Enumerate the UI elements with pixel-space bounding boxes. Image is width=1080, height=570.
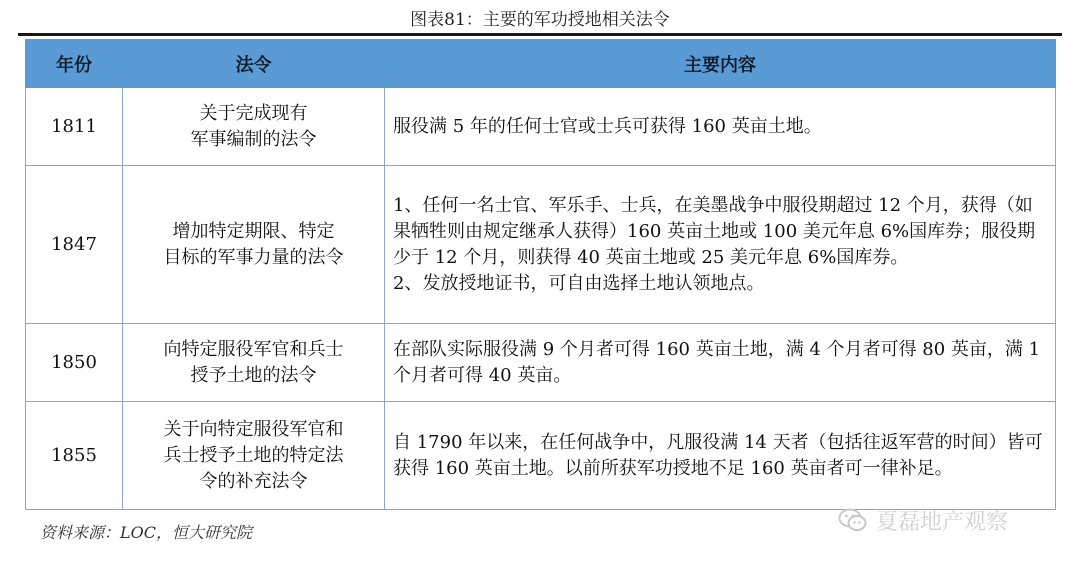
laws-table [25,39,1056,510]
table-row [26,324,1056,402]
law-line: 军事编制的法令 [190,128,317,150]
row-law [123,402,385,510]
law-line: 兵士授予土地的特定法 [163,444,344,466]
content-paragraph: 在部队实际服役满 9 个月者可得 160 英亩土地，满 4 个月者可得 80 英亩，满 1 个月者可得 40 英亩。 [393,338,1041,386]
row-year: 1847 [26,166,123,324]
header-law: 法令 [123,40,385,88]
law-line: 向特定服役军官和兵士 [163,338,344,360]
row-law [123,166,385,324]
row-year: 1855 [26,402,123,510]
law-line: 关于完成现有 [199,102,308,124]
table-row [26,402,1056,510]
watermark [838,505,1008,535]
row-year: 1811 [26,88,123,166]
content-paragraph: 2、发放授地证书，可自由选择土地认领地点。 [393,272,765,294]
table-header-row [26,40,1056,88]
header-content: 主要内容 [385,40,1056,88]
table-row [26,88,1056,166]
content-paragraph: 自 1790 年以来，在任何战争中，凡服役满 14 天者（包括往返军营的时间）皆可获得 160 英亩土地。以前所获军功授地不足 160 英亩者可一律补足。 [393,431,1043,479]
table-caption: 图表81：主要的军功授地相关法令 [410,10,670,30]
header-year: 年份 [26,40,123,88]
top-rule [18,33,1062,36]
row-content [385,324,1056,402]
source-note: 资料来源：LOC，恒大研究院 [40,523,252,542]
row-year: 1850 [26,324,123,402]
row-content [385,88,1056,166]
law-line: 授予土地的法令 [190,364,317,386]
wechat-icon [838,507,868,533]
watermark-text: 夏磊地产观察 [876,509,1009,535]
row-content [385,166,1056,324]
row-content [385,402,1056,510]
table-row [26,166,1056,324]
row-law [123,88,385,166]
law-line: 令的补充法令 [199,470,308,492]
content-paragraph: 1、任何一名士官、军乐手、士兵，在美墨战争中服役期超过 12 个月，获得（如果牺牲则由规定继承人获得）160 英亩土地或 100 美元年息 6%国库券；服役期少于 12 个月，则获得 40 英亩土地或 25 美元年息 6%国库券。 [393,194,1036,268]
law-line: 目标的军事力量的法令 [163,246,344,268]
law-line: 关于向特定服役军官和 [163,418,344,440]
row-law [123,324,385,402]
content-paragraph: 服役满 5 年的任何士官或士兵可获得 160 英亩土地。 [393,115,822,137]
law-line: 增加特定期限、特定 [172,220,335,242]
